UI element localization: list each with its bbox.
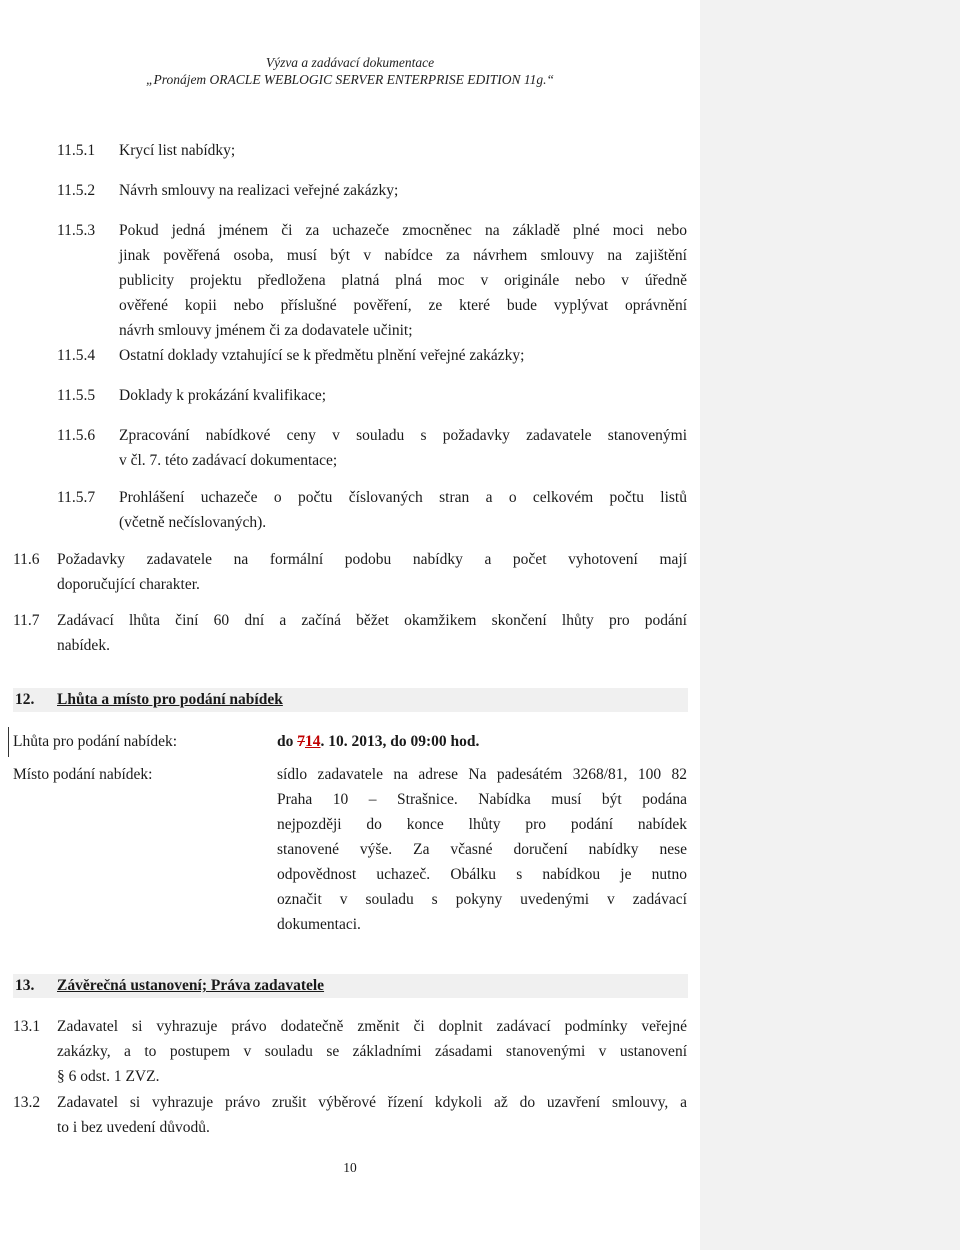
text-line: Zadávací lhůta činí 60 dní a začíná běžet okamžikem skončení lhůty pro podání	[57, 612, 687, 629]
item-text	[119, 218, 687, 343]
place-value	[277, 762, 687, 937]
text-line: odpovědnost uchazeč. Obálku s nabídkou je nutno	[277, 866, 687, 883]
text-line: doporučující charakter.	[57, 576, 200, 593]
text-line: Zpracování nabídkové ceny v souladu s požadavky zadavatele stanovenými	[119, 427, 687, 444]
item-number: 11.5.4	[57, 347, 96, 364]
text-line: Požadavky zadavatele na formální podobu nabídky a počet vyhotovení mají	[57, 551, 687, 568]
text-line: Zadavatel si vyhrazuje právo zrušit výběrové řízení kdykoli až do uzavření smlouvy, a	[57, 1094, 687, 1111]
deleted-text: 7	[297, 733, 305, 750]
paragraph-text	[57, 1014, 687, 1089]
text-line: (včetně nečíslovaných).	[119, 514, 267, 531]
text-line: návrh smlouvy jménem či za dodavatele učinit;	[119, 322, 413, 339]
text-line: to i bez uvedení důvodů.	[57, 1119, 210, 1136]
section-heading-13	[13, 974, 688, 998]
text-line: v čl. 7. této zadávací dokumentace;	[119, 452, 338, 469]
text-line: ověřené kopii nebo příslušné pověření, ze které bude vyplývat oprávnění	[119, 297, 687, 314]
text-line: nabídek.	[57, 637, 110, 654]
item-number: 11.5.3	[57, 222, 96, 239]
item-text	[119, 423, 687, 473]
item-text: Doklady k prokázání kvalifikace;	[119, 387, 327, 404]
paragraph-number: 13.2	[13, 1094, 41, 1111]
text-line: Prohlášení uchazeče o počtu číslovaných stran a o celkovém počtu listů	[119, 489, 687, 506]
comment-margin	[700, 0, 960, 1250]
revision-bar	[8, 727, 9, 757]
text-line: označit v souladu s pokyny uvedenými v zadávací	[277, 891, 687, 908]
text-line: zakázky, a to postupem v souladu se základními zásadami stanovenými v ustanovení	[57, 1043, 687, 1060]
item-text: Návrh smlouvy na realizaci veřejné zakázky;	[119, 182, 399, 199]
text-line: Pokud jedná jménem či za uchazeče zmocněnec na základě plné moci nebo	[119, 222, 687, 239]
deadline-value	[277, 729, 687, 754]
text-line: Zadavatel si vyhrazuje právo dodatečně změnit či doplnit zadávací podmínky veřejné	[57, 1018, 687, 1035]
header-title: Výzva a zadávací dokumentace	[265, 55, 435, 70]
text-line: nejpozději do konce lhůty pro podání nabídek	[277, 816, 687, 833]
paragraph-number: 11.6	[13, 551, 40, 568]
page-number: 10	[343, 1160, 357, 1175]
section-number: 13.	[15, 977, 35, 994]
item-number: 11.5.6	[57, 427, 96, 444]
deadline-prefix: do	[277, 733, 298, 750]
paragraph-text	[57, 547, 687, 597]
item-number: 11.5.7	[57, 489, 96, 506]
paragraph-text	[57, 1090, 687, 1140]
item-number: 11.5.2	[57, 182, 96, 199]
text-line: dokumentaci.	[277, 916, 361, 933]
item-number: 11.5.5	[57, 387, 96, 404]
section-number: 12.	[15, 691, 35, 708]
text-line: § 6 odst. 1 ZVZ.	[57, 1068, 160, 1085]
item-text: Krycí list nabídky;	[119, 142, 236, 159]
text-line: stanovené výše. Za včasné doručení nabídky nese	[277, 841, 687, 858]
paragraph-number: 13.1	[13, 1018, 41, 1035]
deadline-label: Lhůta pro podání nabídek:	[13, 733, 177, 750]
paragraph-text	[57, 608, 687, 658]
section-heading-12	[13, 688, 688, 712]
text-line: Praha 10 – Strašnice. Nabídka musí být podána	[277, 791, 687, 808]
section-title: Závěrečná ustanovení; Práva zadavatele	[57, 977, 325, 994]
place-label: Místo podání nabídek:	[13, 766, 153, 783]
text-line: jinak pověřená osoba, musí být v nabídce za návrhem smlouvy na zajištění	[119, 247, 687, 264]
text-line: publicity projektu předložena platná plná moc v originále nebo v úředně	[119, 272, 687, 289]
paragraph-number: 11.7	[13, 612, 40, 629]
item-text	[119, 485, 687, 535]
text-line: sídlo zadavatele na adrese Na padesátém 3268/81, 100 82	[277, 766, 687, 783]
item-text: Ostatní doklady vztahující se k předmětu plnění veřejné zakázky;	[119, 347, 525, 364]
section-title: Lhůta a místo pro podání nabídek	[57, 691, 283, 708]
item-number: 11.5.1	[57, 142, 96, 159]
deadline-suffix: . 10. 2013, do 09:00 hod.	[320, 733, 480, 750]
header-subtitle: „Pronájem ORACLE WEBLOGIC SERVER ENTERPRISE EDITION 11g.“	[145, 72, 555, 87]
inserted-text: 14	[305, 733, 321, 750]
